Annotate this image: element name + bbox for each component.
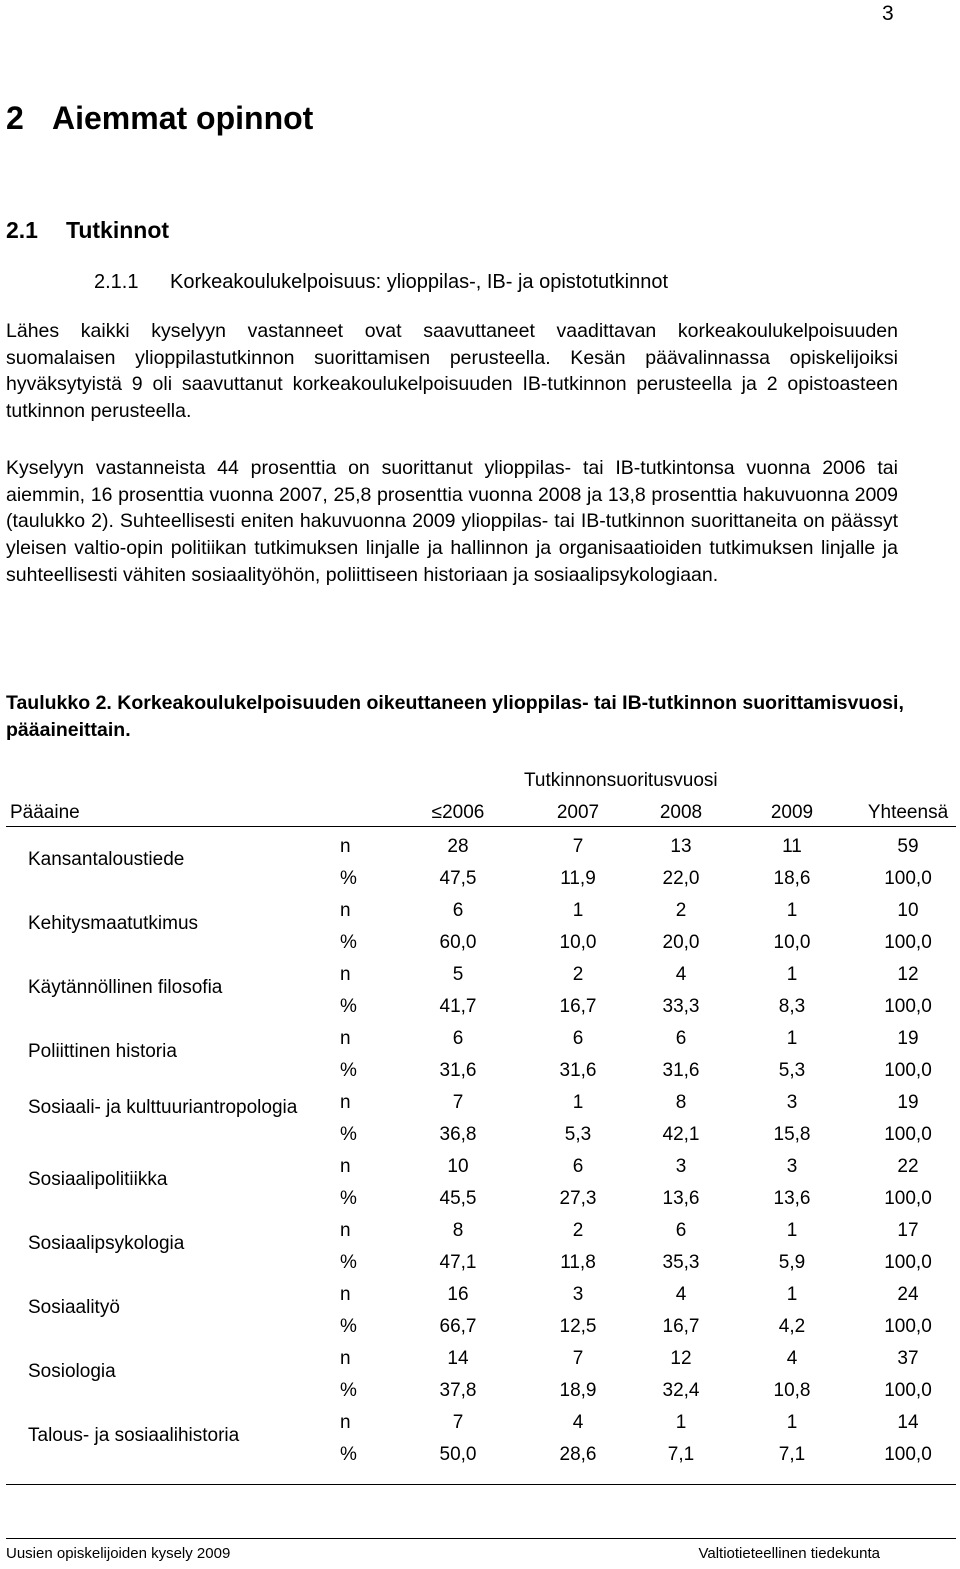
table-cell-count: 1 (786, 1028, 798, 1049)
table-cell-percent: 5,3 (778, 1060, 806, 1081)
row-subject: Sosiaalipsykologia (28, 1233, 185, 1254)
table-cell-count: 2 (675, 900, 687, 921)
table-cell-count: 3 (572, 1284, 584, 1305)
table-caption: Taulukko 2. Korkeakoulukelpoisuuden oikeuttaneen ylioppilas- tai IB-tutkinnon suorittamisvuosi, pääaineittain. (6, 692, 904, 741)
section-number: 2.1 (6, 217, 38, 243)
footer-rule (6, 1538, 956, 1539)
table-cell-percent: 4,2 (778, 1316, 806, 1337)
table-cell-count: 59 (897, 836, 919, 857)
table-cell-percent: 100,0 (884, 996, 932, 1017)
subsection-number: 2.1.1 (94, 271, 139, 293)
row-percent-label: % (340, 1252, 357, 1273)
table-cell-percent: 100,0 (884, 1380, 932, 1401)
row-percent-label: % (340, 932, 357, 953)
table-cell-percent: 35,3 (662, 1252, 700, 1273)
table-cell-percent: 100,0 (884, 932, 932, 953)
table-cell-count: 6 (452, 900, 464, 921)
table-cell-count: 22 (897, 1156, 919, 1177)
table-cell-count: 6 (675, 1220, 687, 1241)
table-cell-count: 4 (572, 1412, 584, 1433)
row-count-label: n (340, 900, 351, 921)
table-cell-percent: 18,6 (773, 868, 811, 889)
subsection-title: Korkeakoulukelpoisuus: ylioppilas-, IB- ja opistotutkinnot (170, 271, 669, 293)
row-count-label: n (340, 836, 351, 857)
row-subject: Sosiaalityö (28, 1297, 120, 1318)
table-cell-percent: 100,0 (884, 1252, 932, 1273)
table-cell-count: 10 (447, 1156, 469, 1177)
row-count-label: n (340, 1284, 351, 1305)
table-cell-count: 4 (675, 1284, 687, 1305)
chapter-heading (6, 100, 313, 137)
table-cell-percent: 10,8 (773, 1380, 811, 1401)
table-cell-percent: 45,5 (439, 1188, 477, 1209)
table-cell-count: 1 (572, 1092, 584, 1113)
table-cell-percent: 11,8 (560, 1252, 596, 1273)
table-cell-count: 16 (447, 1284, 469, 1305)
table-group-heading: Tutkinnonsuoritusvuosi (524, 770, 718, 791)
table-cell-count: 2 (572, 964, 584, 985)
row-count-label: n (340, 1348, 351, 1369)
table-cell-percent: 22,0 (662, 868, 700, 889)
row-percent-label: % (340, 1060, 357, 1081)
table-cell-percent: 16,7 (662, 1316, 700, 1337)
table-cell-count: 12 (670, 1348, 692, 1369)
table-cell-percent: 5,9 (778, 1252, 806, 1273)
row-subject: Poliittinen historia (28, 1041, 177, 1062)
table-cell-count: 10 (897, 900, 919, 921)
row-percent-label: % (340, 1444, 357, 1465)
table-cell-percent: 100,0 (884, 1444, 932, 1465)
row-count-label: n (340, 1028, 351, 1049)
table-cell-count: 17 (897, 1220, 919, 1241)
table-cell-count: 4 (675, 964, 687, 985)
table-cell-percent: 31,6 (559, 1060, 597, 1081)
table-cell-count: 1 (786, 1220, 798, 1241)
table-cell-count: 11 (782, 836, 802, 857)
table-cell-percent: 13,6 (773, 1188, 811, 1209)
row-percent-label: % (340, 996, 357, 1017)
table-cell-percent: 10,0 (773, 932, 811, 953)
table-cell-percent: 60,0 (439, 932, 477, 953)
section-heading (6, 217, 169, 244)
table-cell-count: 8 (452, 1220, 464, 1241)
row-percent-label: % (340, 1380, 357, 1401)
table-cell-percent: 36,8 (439, 1124, 477, 1145)
row-count-label: n (340, 964, 351, 985)
row-subject: Sosiaali- ja kulttuuriantropologia (28, 1097, 298, 1118)
column-header: ≤2006 (431, 802, 485, 823)
table-cell-count: 19 (897, 1092, 919, 1113)
table-cell-percent: 100,0 (884, 1188, 932, 1209)
row-subject: Sosiologia (28, 1361, 116, 1382)
table-cell-count: 37 (897, 1348, 919, 1369)
row-count-label: n (340, 1412, 351, 1433)
table-cell-percent: 42,1 (662, 1124, 700, 1145)
row-count-label: n (340, 1220, 351, 1241)
table-cell-count: 1 (786, 1412, 798, 1433)
row-subject: Kansantaloustiede (28, 849, 185, 870)
table-cell-percent: 16,7 (559, 996, 597, 1017)
row-percent-label: % (340, 1316, 357, 1337)
table-cell-percent: 28,6 (559, 1444, 597, 1465)
table-cell-count: 14 (897, 1412, 919, 1433)
row-subject: Kehitysmaatutkimus (28, 913, 199, 934)
table-cell-percent: 41,7 (439, 996, 477, 1017)
section-title: Tutkinnot (66, 217, 170, 243)
table-cell-percent: 27,3 (559, 1188, 597, 1209)
table-cell-count: 24 (897, 1284, 919, 1305)
table-cell-count: 6 (572, 1156, 584, 1177)
table-cell-percent: 8,3 (778, 996, 806, 1017)
table-cell-count: 3 (675, 1156, 687, 1177)
table-bottom-rule (6, 1484, 956, 1485)
table-cell-count: 5 (452, 964, 464, 985)
table-cell-count: 1 (786, 900, 798, 921)
table-cell-count: 2 (572, 1220, 584, 1241)
footer-right: Valtiotieteellinen tiedekunta (698, 1545, 880, 1562)
table-cell-percent: 33,3 (662, 996, 700, 1017)
table-cell-percent: 13,6 (662, 1188, 700, 1209)
table-cell-percent: 20,0 (662, 932, 700, 953)
table-cell-percent: 12,5 (559, 1316, 597, 1337)
table-cell-percent: 7,1 (667, 1444, 695, 1465)
table-cell-percent: 7,1 (778, 1444, 806, 1465)
table-cell-count: 14 (447, 1348, 469, 1369)
table-cell-count: 1 (675, 1412, 687, 1433)
table-cell-percent: 32,4 (662, 1380, 700, 1401)
table-cell-percent: 31,6 (439, 1060, 477, 1081)
row-percent-label: % (340, 1188, 357, 1209)
column-header: 2008 (659, 802, 703, 823)
table-cell-count: 13 (670, 836, 692, 857)
table-cell-percent: 50,0 (439, 1444, 477, 1465)
row-subject: Käytännöllinen filosofia (28, 977, 223, 998)
table-cell-count: 6 (675, 1028, 687, 1049)
table-cell-count: 1 (786, 964, 798, 985)
table-cell-percent: 47,5 (439, 868, 477, 889)
table-cell-percent: 15,8 (773, 1124, 811, 1145)
table-cell-count: 7 (452, 1092, 464, 1113)
table-cell-count: 1 (786, 1284, 798, 1305)
table-cell-percent: 100,0 (884, 868, 932, 889)
body-paragraph: Kyselyyn vastanneista 44 prosenttia on suorittanut ylioppilas- tai IB-tutkintonsa vuonna 2006 tai aiemmin, 16 prosenttia vuonna 2007, 25,8 prosenttia vuonna 2008 ja 13,8 prosenttia hakuvuonna 2009 (taulukko 2). Suhteellisesti eniten hakuvuonna 2009 ylioppilas- tai IB-tutkinnon suorittaneita on päässyt yleisen valtio-opin politiikan tutkimuksen linjalle ja hallinnon ja organisaatioiden tutkimuksen linjalle ja suhteellisesti vähiten sosiaalityöhön, poliittiseen historiaan ja sosiaalipsykologiaan. (6, 457, 898, 586)
table-cell-count: 12 (897, 964, 919, 985)
row-percent-label: % (340, 868, 357, 889)
table-cell-percent: 47,1 (439, 1252, 477, 1273)
row-percent-label: % (340, 1124, 357, 1145)
table-cell-percent: 18,9 (559, 1380, 597, 1401)
table-cell-count: 28 (447, 836, 469, 857)
table-cell-percent: 11,9 (560, 868, 596, 889)
table-cell-percent: 100,0 (884, 1124, 932, 1145)
table-cell-count: 7 (572, 1348, 584, 1369)
table-cell-percent: 100,0 (884, 1316, 932, 1337)
table-cell-percent: 100,0 (884, 1060, 932, 1081)
chapter-title: Aiemmat opinnot (52, 100, 314, 136)
table-cell-percent: 37,8 (439, 1380, 477, 1401)
body-paragraph: Lähes kaikki kyselyyn vastanneet ovat saavuttaneet vaadittavan korkeakoulukelpoisuuden suomalaisen ylioppilastutkinnon suorittamisen perusteella. Kesän päävalinnassa opiskelijoiksi hyväksytyistä 9 oli saavuttanut korkeakoulukelpoisuuden IB-tutkinnon perusteella ja 2 opistoasteen tutkinnon perusteella. (6, 320, 898, 423)
table-cell-count: 1 (572, 900, 584, 921)
table-cell-count: 8 (675, 1092, 687, 1113)
table-cell-count: 7 (452, 1412, 464, 1433)
row-subject: Sosiaalipolitiikka (28, 1169, 168, 1190)
table-cell-percent: 10,0 (559, 932, 597, 953)
row-count-label: n (340, 1092, 351, 1113)
page-number: 3 (882, 2, 894, 25)
table-cell-percent: 66,7 (439, 1316, 477, 1337)
table-cell-count: 4 (786, 1348, 798, 1369)
table-cell-percent: 31,6 (662, 1060, 700, 1081)
table-cell-count: 6 (452, 1028, 464, 1049)
chapter-number: 2 (6, 100, 24, 136)
table-cell-count: 19 (897, 1028, 919, 1049)
column-header-subject: Pääaine (10, 802, 80, 823)
column-header: 2009 (770, 802, 814, 823)
row-count-label: n (340, 1156, 351, 1177)
row-subject: Talous- ja sosiaalihistoria (28, 1425, 240, 1446)
table-cell-count: 6 (572, 1028, 584, 1049)
table-cell-count: 3 (786, 1092, 798, 1113)
table-cell-count: 7 (572, 836, 584, 857)
subsection-heading (94, 271, 668, 294)
table-top-rule (6, 826, 956, 827)
column-header: Yhteensä (867, 802, 949, 823)
table-cell-percent: 5,3 (564, 1124, 592, 1145)
column-header: 2007 (556, 802, 600, 823)
table-cell-count: 3 (786, 1156, 798, 1177)
footer-left: Uusien opiskelijoiden kysely 2009 (6, 1545, 231, 1562)
